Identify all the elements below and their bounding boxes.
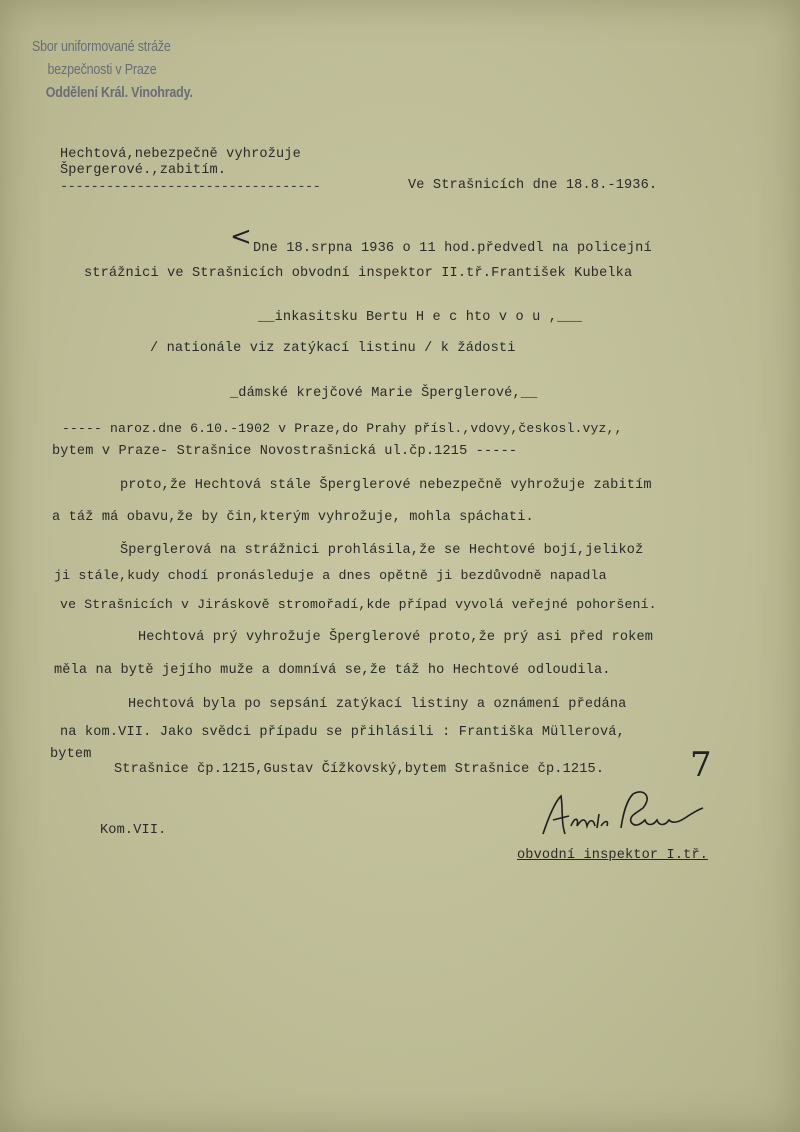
- bracket-open-mark: <: [230, 222, 252, 252]
- subject-line-2: Špergerové.,zabitím.: [60, 163, 227, 178]
- subject-line-1: Hechtová,nebezpečně vyhrožuje: [60, 147, 301, 162]
- body-line-5: _dámské krejčové Marie Šperglerové,__: [230, 386, 538, 401]
- body-line-8: proto,že Hechtová stále Šperglerové nebezpečně vyhrožuje zabitím: [120, 478, 652, 493]
- office-stamp: [32, 36, 213, 105]
- bracket-close-mark: 7: [690, 745, 712, 785]
- signature-title: obvodní inspektor I.tř.: [517, 848, 709, 863]
- handwritten-signature: [535, 786, 710, 846]
- body-line-16: na kom.VII. Jako svědci případu se přihlásili : Františka Müllerová,: [60, 725, 625, 740]
- body-line-2: strážnici ve Strašnicích obvodní inspektor II.tř.František Kubelka: [84, 266, 633, 281]
- body-line-11: ji stále,kudy chodí pronásleduje a dnes opětně ji bezdůvodně napadla: [54, 568, 607, 583]
- body-line-17-prefix: bytem: [50, 747, 92, 762]
- body-line-17: Strašnice čp.1215,Gustav Čížkovský,bytem Strašnice čp.1215.: [114, 762, 605, 777]
- kom-reference: Kom.VII.: [100, 823, 167, 838]
- stamp-line-1: Sbor uniformované stráže: [32, 39, 171, 55]
- body-line-1: Dne 18.srpna 1936 o 11 hod.předvedl na policejní: [253, 241, 652, 256]
- body-line-12: ve Strašnicích v Jiráskově stromořadí,kde případ vyvolá veřejné pohoršení.: [60, 597, 657, 612]
- body-line-9: a táž má obavu,že by čin,kterým vyhrožuje, mohla spáchati.: [52, 510, 534, 525]
- body-line-4: / nationále viz zatýkací listinu / k žádosti: [150, 341, 516, 356]
- body-line-13: Hechtová prý vyhrožuje Šperglerové proto,že prý asi před rokem: [138, 630, 654, 645]
- body-line-7: bytem v Praze- Strašnice Novostrašnická ul.čp.1215 -----: [52, 444, 518, 459]
- stamp-line-3: Oddělení Král. Vinohrady.: [45, 85, 193, 101]
- subject-underline: ----------------------------------: [60, 180, 321, 195]
- body-line-10: Šperglerová na strážnici prohlásila,že se Hechtové bojí,jelikož: [120, 543, 644, 558]
- body-line-15: Hechtová byla po sepsání zatýkací listiny a oznámení předána: [128, 697, 627, 712]
- stamp-line-2: bezpečnosti v Praze: [47, 62, 157, 78]
- body-line-14: měla na bytě jejího muže a domnívá se,že táž ho Hechtové odloudila.: [54, 663, 611, 678]
- place-date: Ve Strašnicích dne 18.8.-1936.: [408, 178, 658, 193]
- body-line-3: __inkasitsku Bertu H e c hto v o u ,___: [258, 310, 582, 325]
- body-line-6: ----- naroz.dne 6.10.-1902 v Praze,do Prahy přísl.,vdovy,českosl.vyz,,: [62, 421, 623, 436]
